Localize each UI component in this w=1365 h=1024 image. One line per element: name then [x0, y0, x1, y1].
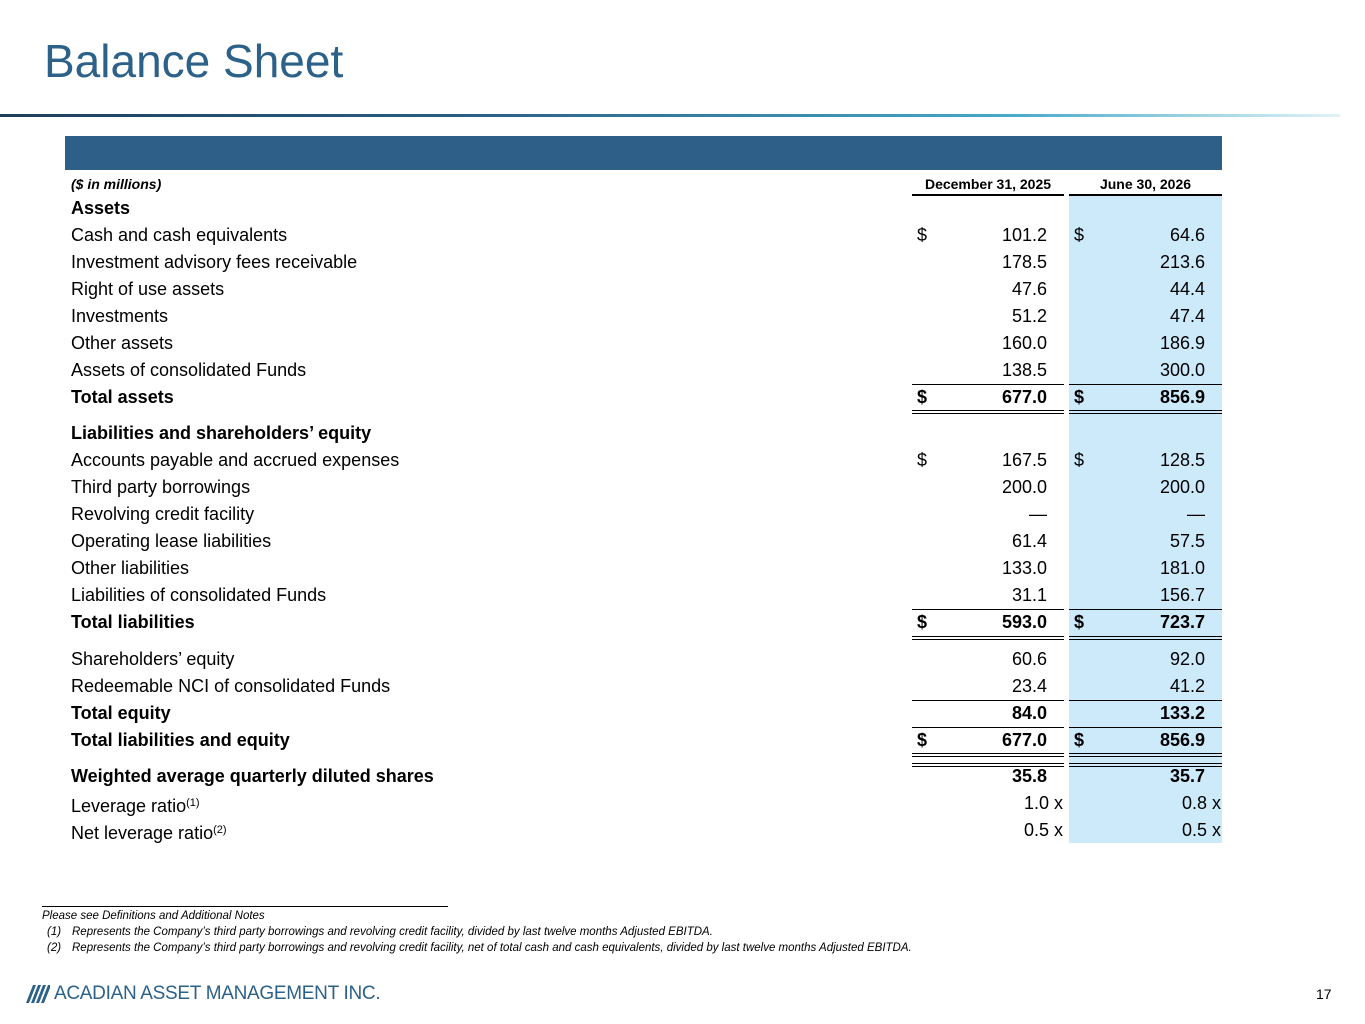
value-december-2025: 47.6: [1011, 279, 1047, 299]
total-rule: [1069, 700, 1222, 701]
table-row: [0, 555, 1365, 582]
table-column-header-row: [0, 174, 1365, 194]
double-total-rule: [1069, 753, 1222, 757]
table-row: [0, 790, 1365, 817]
double-total-rule: [912, 763, 1064, 767]
logo-stripes-icon: [26, 985, 50, 1003]
value-june-2026: 856.9: [1159, 730, 1205, 750]
value-december-2025: 84.0: [1011, 703, 1047, 723]
row-label-text: Shareholders’ equity: [71, 649, 235, 669]
footnote-2: [42, 942, 912, 954]
value-june-2026: 186.9: [1159, 333, 1205, 353]
row-label-text: Assets of consolidated Funds: [71, 360, 307, 380]
row-label-text: Third party borrowings: [71, 477, 251, 497]
value-december-2025: 677.0: [1001, 730, 1047, 750]
currency-symbol: $: [1074, 730, 1085, 750]
row-label: [71, 195, 130, 222]
value-june-2026: 181.0: [1159, 558, 1205, 578]
value-december-2025: 60.6: [1011, 649, 1047, 669]
row-label-text: Accounts payable and accrued expenses: [71, 450, 400, 470]
row-label: [71, 817, 227, 844]
row-label-text: Total assets: [71, 387, 174, 407]
page-title: Balance Sheet: [44, 35, 344, 87]
row-label-text: Investments: [71, 306, 169, 326]
row-label: [71, 249, 357, 276]
row-label: [71, 276, 224, 303]
row-label: [71, 222, 287, 249]
row-label: [71, 384, 174, 411]
double-total-rule: [912, 410, 1064, 414]
table-row: [0, 528, 1365, 555]
table-row: [0, 384, 1365, 411]
value-december-2025: 1.0 x: [1023, 793, 1063, 813]
row-label-text: Cash and cash equivalents: [71, 225, 288, 245]
units-label: ($ in millions): [71, 176, 162, 192]
table-row: [0, 357, 1365, 384]
table-row: [0, 673, 1365, 700]
row-label: [71, 528, 271, 555]
double-total-rule: [1069, 410, 1222, 414]
value-june-2026: 156.7: [1159, 585, 1205, 605]
value-june-2026: 128.5: [1159, 450, 1205, 470]
row-label: [71, 420, 371, 447]
row-label-text: Net leverage ratio: [71, 823, 214, 843]
footnote-1-number: (1): [47, 926, 62, 938]
footnote-divider: [42, 906, 448, 907]
double-total-rule: [912, 753, 1064, 757]
value-june-2026: 64.6: [1169, 225, 1205, 245]
company-logo: [26, 984, 380, 1004]
footnote-reference: (1): [186, 797, 200, 809]
row-label: [71, 501, 254, 528]
total-rule: [912, 700, 1064, 701]
row-label-text: Weighted average quarterly diluted shares: [71, 766, 434, 786]
table-row: [0, 700, 1365, 727]
table-row: [0, 249, 1365, 276]
row-label: [71, 555, 189, 582]
row-label: [71, 700, 171, 727]
table-row: [0, 609, 1365, 636]
value-june-2026: 41.2: [1169, 676, 1205, 696]
value-june-2026: 300.0: [1159, 360, 1205, 380]
row-label-text: Liabilities of consolidated Funds: [71, 585, 327, 605]
total-rule: [1069, 384, 1222, 385]
table-row: [0, 474, 1365, 501]
table-header-banner: [65, 136, 1222, 170]
value-december-2025: 133.0: [1001, 558, 1047, 578]
column-header-december-2025: December 31, 2025: [912, 174, 1064, 196]
footnote-1: [42, 926, 713, 938]
row-label: [71, 727, 290, 754]
row-label: [71, 673, 390, 700]
table-row: [0, 222, 1365, 249]
row-label: [71, 357, 306, 384]
row-label: [71, 582, 326, 609]
value-december-2025: 200.0: [1001, 477, 1047, 497]
value-december-2025: 35.8: [1011, 766, 1047, 786]
double-total-rule: [912, 636, 1064, 640]
currency-symbol: $: [917, 450, 928, 470]
value-december-2025: 0.5 x: [1023, 820, 1063, 840]
value-june-2026: 856.9: [1159, 387, 1205, 407]
row-label-text: Revolving credit facility: [71, 504, 255, 524]
row-label-text: Liabilities and shareholders’ equity: [71, 423, 372, 443]
table-row: [0, 727, 1365, 754]
currency-symbol: $: [917, 612, 928, 632]
row-label-text: Redeemable NCI of consolidated Funds: [71, 676, 391, 696]
table-row: [0, 646, 1365, 673]
currency-symbol: $: [1074, 450, 1085, 470]
value-december-2025: 677.0: [1001, 387, 1047, 407]
table-row: [0, 303, 1365, 330]
currency-symbol: $: [1074, 612, 1085, 632]
row-label-text: Other liabilities: [71, 558, 190, 578]
page-number: 17: [1316, 986, 1332, 1002]
table-row: [0, 817, 1365, 844]
row-label: [71, 303, 168, 330]
title-divider: [0, 114, 1340, 117]
value-december-2025: 138.5: [1001, 360, 1047, 380]
table-row: [0, 276, 1365, 303]
currency-symbol: $: [1074, 387, 1085, 407]
footnote-reference: (2): [213, 824, 227, 836]
value-june-2026: 35.7: [1169, 766, 1205, 786]
value-december-2025: —: [1029, 504, 1047, 524]
value-december-2025: 31.1: [1011, 585, 1047, 605]
logo-text: ACADIAN ASSET MANAGEMENT INC.: [54, 983, 381, 1004]
value-june-2026: 0.5 x: [1181, 820, 1221, 840]
total-rule: [1069, 609, 1222, 610]
value-june-2026: 44.4: [1169, 279, 1205, 299]
value-june-2026: —: [1187, 504, 1205, 524]
footnote-1-text: Represents the Company’s third party borrowings and revolving credit facility, divided by last twelve months Adjusted EBITDA.: [72, 926, 713, 938]
section-header-row: [0, 420, 1365, 447]
row-label-text: Other assets: [71, 333, 174, 353]
value-december-2025: 160.0: [1001, 333, 1047, 353]
value-june-2026: 92.0: [1169, 649, 1205, 669]
currency-symbol: $: [917, 730, 928, 750]
table-row: [0, 330, 1365, 357]
table-row: [0, 763, 1365, 790]
value-december-2025: 167.5: [1001, 450, 1047, 470]
row-label: [71, 646, 234, 673]
total-rule: [912, 609, 1064, 610]
row-label-text: Investment advisory fees receivable: [71, 252, 358, 272]
double-total-rule: [1069, 636, 1222, 640]
value-december-2025: 61.4: [1011, 531, 1047, 551]
section-header-row: [0, 195, 1365, 222]
value-december-2025: 101.2: [1001, 225, 1047, 245]
row-label: [71, 447, 399, 474]
row-label: [71, 474, 250, 501]
row-label: [71, 763, 434, 790]
value-june-2026: 213.6: [1159, 252, 1205, 272]
row-label-text: Assets: [71, 198, 131, 218]
value-june-2026: 57.5: [1169, 531, 1205, 551]
value-june-2026: 47.4: [1169, 306, 1205, 326]
footnote-2-text: Represents the Company’s third party borrowings and revolving credit facility, net of total cash and cash equivalents, divided by last twelve months Adjusted EBITDA.: [72, 942, 912, 954]
total-rule: [912, 384, 1064, 385]
total-rule: [1069, 727, 1222, 728]
currency-symbol: $: [917, 225, 928, 245]
value-june-2026: 133.2: [1159, 703, 1205, 723]
value-december-2025: 51.2: [1011, 306, 1047, 326]
table-row: [0, 501, 1365, 528]
row-label-text: Total equity: [71, 703, 171, 723]
total-rule: [912, 727, 1064, 728]
value-june-2026: 200.0: [1159, 477, 1205, 497]
row-label-text: Total liabilities: [71, 612, 195, 632]
row-label: [71, 790, 200, 817]
value-december-2025: 178.5: [1001, 252, 1047, 272]
footnote-2-number: (2): [47, 942, 62, 954]
double-total-rule: [1069, 763, 1222, 767]
row-label-text: Right of use assets: [71, 279, 225, 299]
currency-symbol: $: [1074, 225, 1085, 245]
table-row: [0, 582, 1365, 609]
column-header-june-2026: June 30, 2026: [1069, 174, 1222, 196]
value-december-2025: 23.4: [1011, 676, 1047, 696]
row-label: [71, 609, 195, 636]
value-december-2025: 593.0: [1001, 612, 1047, 632]
value-june-2026: 0.8 x: [1181, 793, 1221, 813]
table-row: [0, 447, 1365, 474]
row-label: [71, 330, 173, 357]
currency-symbol: $: [917, 387, 928, 407]
row-label-text: Total liabilities and equity: [71, 730, 290, 750]
value-june-2026: 723.7: [1159, 612, 1205, 632]
row-label-text: Operating lease liabilities: [71, 531, 272, 551]
footnote-intro: Please see Definitions and Additional Notes: [42, 910, 265, 922]
row-label-text: Leverage ratio: [71, 796, 187, 816]
